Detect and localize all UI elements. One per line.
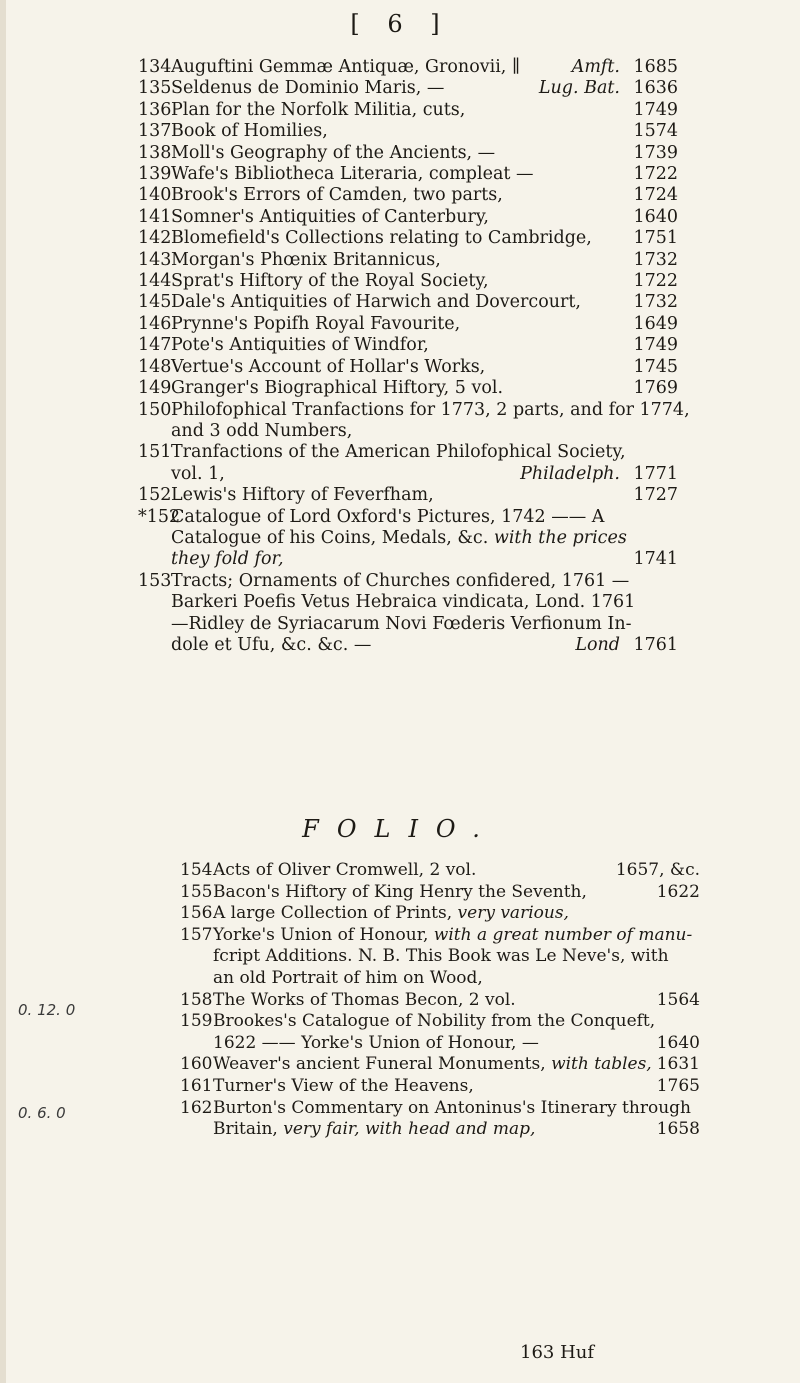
entry-title: Morgan's Phœnix Britannicus, [171, 249, 441, 270]
entry-year: 1640 [633, 206, 678, 227]
catalogue-entry [180, 903, 700, 925]
entry-number: 146 [138, 313, 172, 334]
entry-continuation: Catalogue of his Coins, Medals, &c. with the prices [171, 527, 627, 548]
entry-title: Book of Homilies, [171, 121, 328, 142]
catalogue-entry [180, 1098, 700, 1141]
catalogue-entry [138, 121, 678, 142]
entry-title: The Works of Thomas Becon, 2 vol. [213, 989, 516, 1010]
entry-title: Plan for the Norfolk Militia, cuts, [171, 99, 466, 120]
catalogue-entry [180, 925, 700, 990]
quarto-entries [138, 57, 690, 656]
entry-number: 155 [180, 881, 213, 902]
entry-number: 156 [180, 903, 213, 924]
entry-year: 1658 [656, 1119, 700, 1140]
catalogue-entry [180, 882, 700, 904]
entry-number: 148 [138, 356, 172, 377]
entry-year: 1739 [633, 142, 678, 163]
entry-title: Acts of Oliver Cromwell, 2 vol. [213, 860, 477, 880]
entry-title: Sprat's Hiftory of the Royal Society, [171, 271, 489, 292]
folio-heading: FOLIO. [302, 815, 498, 843]
entry-number: 138 [138, 142, 172, 163]
entry-number: 135 [138, 78, 172, 99]
catalogue-entry [138, 164, 678, 185]
catalogue-entry [138, 335, 678, 356]
catalogue-entry [138, 485, 678, 506]
entry-year: 1564 [656, 989, 700, 1010]
entry-year: 1640 [656, 1032, 700, 1053]
entry-year: 1722 [633, 164, 678, 185]
entry-year: 1622 [656, 881, 700, 902]
entry-year: 1741 [633, 549, 678, 570]
catalogue-entry [138, 207, 678, 228]
entry-number: 142 [138, 228, 172, 249]
entry-number: 145 [138, 292, 172, 313]
entry-number: 136 [138, 99, 172, 120]
entry-number: 152 [138, 485, 172, 506]
catalogue-entry [138, 399, 690, 443]
catalogue-entry [138, 571, 678, 657]
entry-title: Bacon's Hiftory of King Henry the Seventh, [213, 881, 587, 902]
catchword: 163 Huf [520, 1342, 595, 1363]
folio-entries [180, 860, 700, 1141]
catalogue-entry [138, 143, 678, 164]
entry-number: 140 [138, 185, 172, 206]
catalogue-entry [180, 1076, 700, 1098]
entry-number: 154 [180, 860, 213, 880]
entry-number: 150 [138, 399, 172, 420]
entry-number: 160 [180, 1054, 213, 1075]
entry-number: 153 [138, 570, 172, 591]
entry-title: Granger's Biographical Hiftory, 5 vol. [171, 378, 504, 399]
entry-title: Dale's Antiquities of Harwich and Dovercourt, [171, 292, 581, 313]
entry-year: 1722 [633, 271, 678, 292]
catalogue-entry [138, 292, 678, 313]
entry-continuation: —Ridley de Syriacarum Novi Fœderis Verfionum In- [171, 613, 632, 634]
catalogue-entry [138, 357, 678, 378]
entry-year: 1749 [633, 99, 678, 120]
entry-year: 1649 [633, 313, 678, 334]
entry-continuation: 1622 —— Yorke's Union of Honour, — 1640 [213, 1032, 700, 1053]
entry-title: Catalogue of Lord Oxford's Pictures, 1742 —— A [171, 506, 605, 527]
catalogue-entry [138, 507, 678, 571]
entry-place: Lond [575, 634, 620, 655]
entry-number: 161 [180, 1075, 213, 1096]
entry-continuation: they fold for, 1741 [171, 549, 678, 570]
entry-number: 144 [138, 271, 172, 292]
entry-year: 1732 [633, 249, 678, 270]
entry-continuation: Barkeri Poefis Vetus Hebraica vindicata, Lond. 1761 [171, 592, 636, 613]
catalogue-entry [138, 378, 678, 399]
entry-number: 137 [138, 121, 172, 142]
entry-title: Wafe's Bibliotheca Literaria, compleat — [171, 164, 534, 185]
entry-place: Lug. Bat. [538, 78, 620, 99]
entry-year: 1732 [633, 292, 678, 313]
entry-title: Vertue's Account of Hollar's Works, [171, 356, 486, 377]
entry-note: with tables, [551, 1054, 652, 1075]
entry-year: 1631 [656, 1054, 700, 1075]
entry-place: Amft. [571, 57, 620, 77]
entry-year: 1761 [633, 634, 678, 655]
entry-number: 151 [138, 442, 172, 463]
entry-year: 1771 [633, 463, 678, 484]
entry-title: Burton's Commentary on Antoninus's Itinerary through [213, 1097, 691, 1118]
margin-price-note: 0. 12. 0 [18, 1001, 76, 1019]
entry-number: 141 [138, 206, 172, 227]
entry-continuation: fcript Additions. N. B. This Book was Le Neve's, with [213, 946, 669, 967]
margin-price-note: 0. 6. 0 [18, 1104, 66, 1122]
entry-title: Philofophical Tranfactions for 1773, 2 parts, and for 1774, [171, 399, 690, 420]
entry-number: 143 [138, 249, 172, 270]
catalogue-entry [180, 1054, 700, 1076]
entry-title: Moll's Geography of the Ancients, — [171, 142, 496, 163]
entry-title: Turner's View of the Heavens, [213, 1075, 474, 1096]
catalogue-entry [138, 57, 678, 78]
catalogue-entry [138, 442, 678, 485]
catalogue-entry [138, 78, 678, 99]
entry-place: Philadelph. [520, 463, 620, 484]
entry-title: Blomefield's Collections relating to Cambridge, [171, 228, 592, 249]
entry-note: very various, [457, 903, 569, 924]
entry-continuation: vol. 1, Philadelph. 1771 [171, 463, 678, 484]
entry-note: very fair, with head and map, [283, 1119, 536, 1140]
entry-note: with the prices [493, 527, 627, 548]
entry-year: 1745 [633, 356, 678, 377]
page-edge [0, 0, 6, 1383]
catalogue-entry [138, 271, 678, 292]
entry-number: 139 [138, 164, 172, 185]
entry-continuation: Britain, very fair, with head and map, 1658 [213, 1119, 700, 1140]
entry-title: Brook's Errors of Camden, two parts, [171, 185, 503, 206]
entry-note: with a great number of manu- [433, 924, 693, 945]
entry-number: 162 [180, 1097, 213, 1118]
catalogue-entry [138, 250, 678, 271]
entry-title: Weaver's ancient Funeral Monuments, [213, 1054, 546, 1075]
entry-number: 159 [180, 1011, 213, 1032]
entry-title: Brookes's Catalogue of Nobility from the Conqueft, [213, 1011, 656, 1032]
entry-year: 1685 [633, 57, 678, 77]
entry-title: Yorke's Union of Honour, [213, 924, 429, 945]
entry-year: 1727 [633, 485, 678, 506]
entry-continuation: and 3 odd Numbers, [171, 420, 353, 441]
catalogue-entry [180, 1011, 700, 1054]
entry-number: 149 [138, 378, 172, 399]
entry-title: A large Collection of Prints, [213, 903, 453, 924]
entry-title: Auguftini Gemmæ Antiquæ, Gronovii, ∥ [171, 57, 521, 77]
entry-continuation: an old Portrait of him on Wood, [213, 967, 483, 988]
catalogue-entry [180, 990, 700, 1012]
catalogue-entry [180, 860, 700, 882]
entry-year: 1574 [633, 121, 678, 142]
entry-title: Somner's Antiquities of Canterbury, [171, 206, 489, 227]
entry-year: 1765 [656, 1075, 700, 1096]
entry-title: Tracts; Ornaments of Churches confidered, 1761 — [171, 570, 630, 591]
catalogue-entry [138, 185, 678, 206]
entry-title: Prynne's Popifh Royal Favourite, [171, 313, 461, 334]
catalogue-entry [138, 228, 678, 249]
entry-continuation: dole et Ufu, &c. &c. — Lond 1761 [171, 634, 678, 655]
entry-year: 1749 [633, 335, 678, 356]
entry-year: 1657, &c. [615, 860, 700, 880]
entry-title: Pote's Antiquities of Windfor, [171, 335, 429, 356]
entry-year: 1636 [633, 78, 678, 99]
entry-number: 158 [180, 989, 213, 1010]
catalogue-entry [138, 100, 678, 121]
entry-title: Seldenus de Dominio Maris, — [171, 78, 445, 99]
page-number: [ 6 ] [350, 10, 450, 38]
entry-number: 147 [138, 335, 172, 356]
entry-year: 1724 [633, 185, 678, 206]
entry-title: Tranfactions of the American Philofophical Society, [171, 442, 626, 463]
entry-number: 134 [138, 57, 172, 77]
entry-year: 1751 [633, 228, 678, 249]
entry-year: 1769 [633, 378, 678, 399]
entry-number: 157 [180, 924, 213, 945]
entry-title: Lewis's Hiftory of Feverfham, [171, 485, 434, 506]
entry-number: *152 [138, 506, 181, 527]
catalogue-entry [138, 314, 678, 335]
